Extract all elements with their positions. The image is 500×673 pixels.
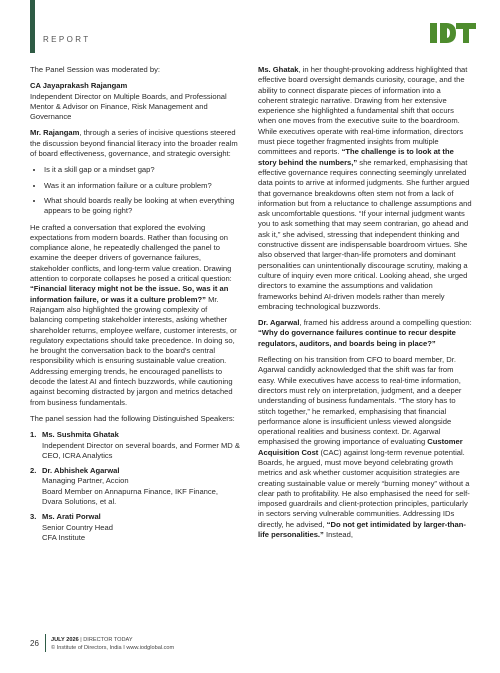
speakers-intro: The panel session had the following Distinguished Speakers: — [30, 413, 235, 423]
footer-info — [51, 636, 174, 652]
speaker-name: Dr. Abhishek Agarwal — [42, 466, 120, 476]
paragraph-text: , in her thought-provoking address highlighted that effective board oversight demands curiosity, courage, and the ability to connect disparate pieces of information into a coherent strategic narrative. Drawing from her extensive experience she highlighted a fundamental shift that occurs when one moves from the executive suite to the boardroom. While executives operate with real-time information, directors must piece together fragmented insights from multiple committees and reports. — [258, 65, 468, 157]
paragraph-text: Mr. Rajangam also highlighted the growing complexity of balancing competing stakeholder interests, asking whether shareholder returns, employee welfare, customer interests, or regulatory expectations should take precedence. In doing so, he brought the conversation back to the board's central responsibility which is ensuring sustainable value creation. Addressing emerging trends, he encouraged panellists to decode the latest AI and fintech buzzwords, while cautioning against becoming distracted by jargon and metrics detached from business fundamentals. — [30, 294, 237, 407]
accent-bar — [30, 0, 35, 53]
speaker-item — [30, 512, 240, 543]
paragraph-text: Reflecting on his transition from CFO to board member, Dr. Agarwal candidly acknowledged that the shift was far from easy. While executives have access to real-time information, directors must rely on interpretation, judgment, and a deeper understanding of business fundamentals. “The story has to stitch together,” he remarked, emphasising that financial performance alone is insufficient unless viewed alongside operational realities and business context. Dr. Agarwal emphasised the growing importance of evaluating — [258, 355, 462, 447]
speaker-number: 1. — [30, 430, 37, 440]
speaker-item — [30, 430, 240, 461]
moderator-role: Independent Director on Multiple Boards, and Professional Mentor & Advisor on Finance, Risk Management and Governance — [30, 91, 227, 122]
rajangam-text: , through a series of incisive questions steered the discussion beyond financial literacy into the broader realm of board effectiveness, governance, and strategic oversight: — [30, 128, 238, 159]
highlight-quote: “Do not get intimidated by larger-than-life personalities.” — [258, 519, 466, 540]
speaker-list — [30, 430, 240, 543]
paragraph-text: she remarked, emphasising that effective governance requires connecting seemingly unrelated data points to arrive at informed judgments. She further argued that governance breakdowns often stem not from a lack of information but from a reluctance to challenge assumptions and ask uncomfortable questions. “If your internal judgment wants you to ask something that may seem contrarian, go ahead and ask it,” she advised, stressing that independent thinking and constructive dissent are indispensable boardroom virtues. She also observed that larger-than-life promoters and dominant personalities can unintentionally discourage scrutiny, making a culture of inquiry even more critical. Looking ahead, she urged directors to examine the assumptions and validation frameworks behind AI-driven models rather than merely embracing technological buzzwords. — [258, 157, 472, 311]
cac-paragraph — [258, 355, 472, 540]
speaker-number: 2. — [30, 466, 37, 476]
left-column — [30, 65, 240, 548]
highlight-term: Customer Acquisition Cost — [258, 437, 463, 457]
agarwal-paragraph — [258, 318, 472, 349]
speaker-role: CFA Institute — [42, 532, 86, 542]
list-item: • What should boards really be looking at when everything appears to be going right? — [44, 196, 240, 217]
footer-divider — [45, 634, 46, 652]
paragraph-text: , framed his address around a compelling question: — [299, 318, 472, 328]
ghatak-name: Ms. Ghatak — [258, 65, 299, 74]
speaker-name: Ms. Sushmita Ghatak — [42, 430, 119, 440]
list-item: • Is it a skill gap or a mindset gap? — [44, 165, 240, 175]
issue-date: JULY 2026 — [51, 637, 79, 643]
right-column — [258, 65, 472, 546]
speaker-number: 3. — [30, 512, 37, 522]
publication-name: | DIRECTOR TODAY — [78, 637, 133, 643]
paragraph-text: Instead, — [323, 530, 353, 540]
paragraph-text: (CAC) against long-term revenue potential. Boards, he argued, must move beyond celebrating growth metrics and ask whether customer acquisition strategies are creating sustainable value or merely “burning money” without a clear path to profitability. He also emphasised the need for self-imposed guardrails and client-protection principles, particularly in sectors serving vulnerable communities. Addressing IDs directly, he advised, — [258, 447, 470, 529]
moderator-block — [30, 81, 240, 122]
conversation-paragraph — [30, 223, 240, 408]
intro-text: The Panel Session was moderated by: — [30, 65, 161, 74]
list-item: • Was it an information failure or a culture problem? — [44, 181, 240, 191]
highlight-quote: “Financial literacy might not be the issue. So, was it an information failure, or was it a culture problem?” — [30, 284, 229, 304]
page-number: 26 — [30, 639, 39, 648]
ghatak-paragraph — [258, 65, 472, 312]
speaker-item — [30, 466, 240, 507]
speaker-role: Board Member on Annapurna Finance, IKF Finance, Dvara Solutions, et al. — [42, 486, 219, 506]
highlight-quote: “Why do governance failures continue to recur despite regulators, auditors, and boards being in place?” — [258, 328, 456, 348]
speaker-name: Ms. Arati Porwal — [42, 512, 101, 522]
section-label: REPORT — [43, 35, 91, 44]
question-list — [30, 165, 240, 216]
agarwal-name: Dr. Agarwal — [258, 318, 300, 328]
copyright-text: © Institute of Directors, India I www.iodglobal.com — [51, 645, 175, 651]
rajangam-paragraph — [30, 128, 240, 159]
speaker-role: Managing Partner, Accion — [42, 476, 129, 486]
rajangam-name: Mr. Rajangam — [30, 128, 80, 138]
idt-logo — [430, 20, 476, 46]
highlight-quote: “The challenge is to look at the story behind the numbers,” — [258, 147, 454, 167]
speaker-role: Independent Director on several boards, and Former MD & CEO, ICRA Analytics — [42, 440, 240, 460]
moderator-name: CA Jayaprakash Rajangam — [30, 81, 128, 91]
paragraph-text: He crafted a conversation that explored the evolving expectations from modern boards. Rather than focusing on compliance alone, he repeatedly challenged the panel to examine the deeper drivers of governance failures, stakeholder conflicts, and long-term value creation. Drawing attention to corporate collapses he posed a critical question: — [30, 222, 232, 284]
speaker-role: Senior Country Head — [42, 522, 113, 532]
